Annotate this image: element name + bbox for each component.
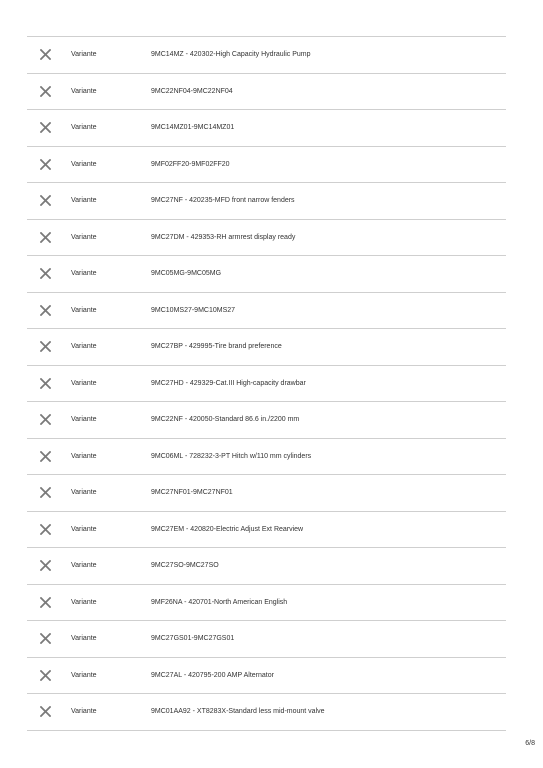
list-item (27, 110, 506, 147)
item-type: Variante (71, 124, 97, 132)
item-type: Variante (71, 635, 97, 643)
close-icon (39, 523, 51, 535)
item-type: Variante (71, 562, 97, 570)
item-description: 9MC27GS01-9MC27GS01 (151, 635, 235, 643)
close-icon (39, 268, 51, 280)
list-item (27, 256, 506, 293)
list-item (27, 402, 506, 439)
item-description: 9MC14MZ01-9MC14MZ01 (151, 124, 235, 132)
item-type: Variante (71, 233, 97, 241)
list-item (27, 293, 506, 330)
list-item (27, 548, 506, 585)
list-item (27, 74, 506, 111)
close-icon (39, 195, 51, 207)
close-icon (39, 122, 51, 134)
list-item (27, 220, 506, 257)
page-number: 6/8 (525, 740, 535, 747)
list-item (27, 694, 506, 731)
list-item (27, 439, 506, 476)
close-icon (39, 560, 51, 572)
item-type: Variante (71, 525, 97, 533)
item-description: 9MC22NF04-9MC22NF04 (151, 87, 233, 95)
item-description: 9MC22NF - 420050-Standard 86.6 in./2200 mm (151, 416, 300, 424)
item-description: 9MC27HD - 429329-Cat.III High-capacity drawbar (151, 379, 306, 387)
list-item (27, 658, 506, 695)
item-description: 9MF26NA - 420701-North American English (151, 598, 288, 606)
item-description: 9MC27SO-9MC27SO (151, 562, 219, 570)
close-icon (39, 450, 51, 462)
close-icon (39, 487, 51, 499)
close-icon (39, 158, 51, 170)
item-description: 9MC27EM - 420820-Electric Adjust Ext Rearview (151, 525, 304, 533)
list-item (27, 147, 506, 184)
item-type: Variante (71, 598, 97, 606)
item-description: 9MC06ML - 728232-3-PT Hitch w/110 mm cylinders (151, 452, 312, 460)
list-item (27, 37, 506, 74)
item-type: Variante (71, 489, 97, 497)
list-item (27, 475, 506, 512)
list-item (27, 366, 506, 403)
item-description: 9MC27DM - 429353-RH armrest display ready (151, 233, 296, 241)
close-icon (39, 304, 51, 316)
item-type: Variante (71, 343, 97, 351)
close-icon (39, 414, 51, 426)
item-description: 9MC27NF01-9MC27NF01 (151, 489, 233, 497)
item-description: 9MF02FF20-9MF02FF20 (151, 160, 230, 168)
item-type: Variante (71, 671, 97, 679)
close-icon (39, 341, 51, 353)
item-type: Variante (71, 197, 97, 205)
item-description: 9MC27NF - 420235-MFD front narrow fenders (151, 197, 295, 205)
item-description: 9MC27AL - 420795-200 AMP Alternator (151, 671, 274, 679)
list-item (27, 329, 506, 366)
close-icon (39, 706, 51, 718)
item-description: 9MC05MG-9MC05MG (151, 270, 222, 278)
variant-list (27, 36, 506, 731)
item-type: Variante (71, 416, 97, 424)
list-item (27, 183, 506, 220)
item-type: Variante (71, 270, 97, 278)
close-icon (39, 633, 51, 645)
item-type: Variante (71, 379, 97, 387)
close-icon (39, 85, 51, 97)
close-icon (39, 49, 51, 61)
item-description: 9MC14MZ - 420302-High Capacity Hydraulic Pump (151, 51, 311, 59)
list-item (27, 512, 506, 549)
list-item (27, 585, 506, 622)
close-icon (39, 231, 51, 243)
item-type: Variante (71, 51, 97, 59)
item-description: 9MC01AA92 - XT8283X-Standard less mid-mount valve (151, 708, 325, 716)
item-type: Variante (71, 306, 97, 314)
close-icon (39, 669, 51, 681)
item-description: 9MC27BP - 429995-Tire brand preference (151, 343, 282, 351)
item-type: Variante (71, 87, 97, 95)
item-type: Variante (71, 452, 97, 460)
list-item (27, 621, 506, 658)
close-icon (39, 377, 51, 389)
item-type: Variante (71, 160, 97, 168)
item-type: Variante (71, 708, 97, 716)
item-description: 9MC10MS27-9MC10MS27 (151, 306, 236, 314)
close-icon (39, 596, 51, 608)
